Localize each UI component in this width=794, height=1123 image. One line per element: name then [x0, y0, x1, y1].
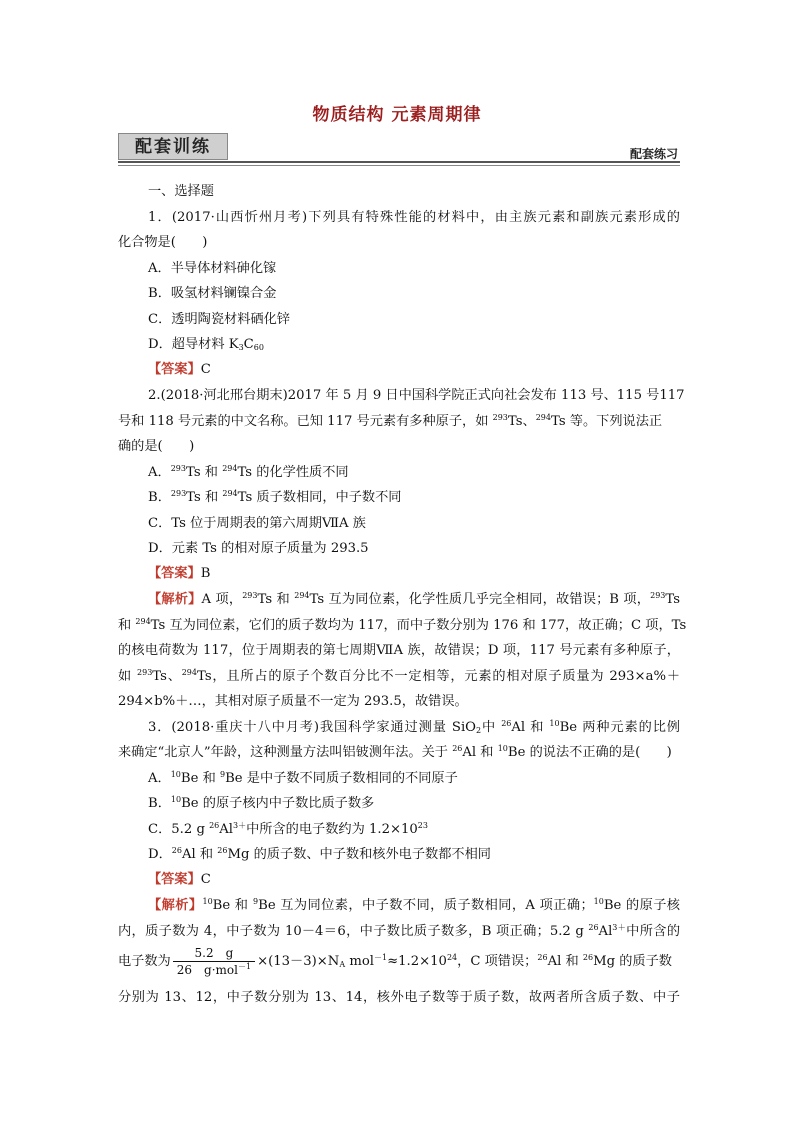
q3-analysis-line2: 内，质子数为 4，中子数为 10－4＝6，中子数比质子数多，B 项正确；5.2 g $^{26}Al^{3+}$中所含的: [118, 923, 681, 939]
section-heading: 一、选择题: [148, 184, 214, 199]
q2-option-b: B．$^{293}$Ts 和 $^{294}$Ts 质子数相同，中子数不同: [148, 489, 402, 505]
q3-analysis-line3: 电子数为 $\frac{5.2 g}{26 g\cdot mol^{-1}}$ $\times(13-3)\times N_A$ $mol^{-1}\approx 1.2\times 10^{24}$，C 项错误；$^{26}$Al 和 $^{26}$Mg 的质子数: [118, 946, 672, 977]
answer-tag: 【答案】: [148, 566, 201, 581]
q1-stem-line2: 化合物是( ): [118, 235, 208, 250]
fraction: $\frac{5.2 g}{26 g\cdot mol^{-1}}$: [173, 945, 255, 978]
analysis-tag: 【解析】: [148, 592, 202, 607]
q3-option-b: B．$^{10}$Be 的原子核内中子数比质子数多: [148, 795, 375, 811]
q2-option-d: D．元素 Ts 的相对原子质量为 293.5: [148, 541, 369, 556]
section-header: [118, 133, 680, 167]
q2-stem-line1: 2.(2018·河北邢台期末)2017 年 5 月 9 日中国科学院正式向社会发布 113 号、115 号117: [148, 388, 685, 403]
q3-option-d: D．$^{26}$Al 和 $^{26}$Mg 的质子数、中子数和核外电子数都不相同: [148, 846, 491, 862]
practice-label: 配套练习: [629, 147, 678, 161]
q3-option-a: A．$^{10}$Be 和 $^9$Be 是中子数不同质子数相同的不同原子: [148, 770, 458, 786]
page-title: 物质结构 元素周期律: [312, 105, 482, 125]
q1-option-a: A．半导体材料砷化镓: [148, 261, 277, 276]
header-rule-thick: [118, 161, 680, 163]
q1-option-c: C．透明陶瓷材料硒化锌: [148, 312, 290, 327]
q2-analysis-line3: 的核电荷数为 117，位于周期表的第七周期ⅦA 族，故错误；D 项，117 号元素有多种原子，: [118, 643, 680, 658]
q3-analysis-line4: 分别为 13、12，中子数分别为 13、14，核外电子数等于质子数，故两者所含质子数、中子: [118, 990, 680, 1005]
q2-analysis-line1: 【解析】A 项，$^{293}$Ts 和 $^{294}$Ts 互为同位素，化学性质几乎完全相同，故错误；B 项，$^{293}$Ts: [148, 591, 680, 607]
q1-option-d: D．超导材料 $K_3C_{60}$: [148, 337, 264, 352]
q3-option-c: C．5.2 g $^{26}Al^{3+}$中所含的电子数约为 $1.2\times 10^{23}$: [148, 821, 428, 837]
q2-option-a: A．$^{293}$Ts 和 $^{294}$Ts 的化学性质不同: [148, 464, 349, 480]
answer-tag: 【答案】: [148, 362, 201, 377]
q2-answer: 【答案】B: [148, 566, 211, 581]
q1-answer: 【答案】C: [148, 362, 211, 377]
q3-answer: 【答案】C: [148, 872, 211, 887]
q2-analysis-line4: 如 $^{293}$Ts、$^{294}$Ts，且所占的原子个数百分比不一定相等，元素的相对原子质量为 293×a%＋: [118, 668, 681, 684]
training-badge: 配套训练: [118, 133, 228, 160]
q2-analysis-line5: 294×b%＋…，其相对原子质量不一定为 293.5，故错误。: [118, 694, 468, 709]
q3-stem-line1: 3．(2018·重庆十八中月考)我国科学家通过测量 SiO$_2$中 $^{26}$Al 和 $^{10}$Be 两种元素的比例: [148, 719, 680, 735]
q1-option-b: B．吸氢材料镧镍合金: [148, 286, 277, 301]
q3-stem-line2: 来确定“北京人”年龄，这种测量方法叫铝铍测年法。关于 $^{26}$Al 和 $^{10}$Be 的说法不正确的是( ): [118, 744, 672, 760]
q2-analysis-line2: 和 $^{294}$Ts 互为同位素，它们的质子数均为 117，而中子数分别为 176 和 177，故正确；C 项，Ts: [118, 617, 687, 633]
answer-tag: 【答案】: [148, 872, 201, 887]
analysis-tag: 【解析】: [148, 898, 203, 913]
q1-stem-line1: 1．(2017·山西忻州月考)下列具有特殊性能的材料中，由主族元素和副族元素形成的: [148, 210, 680, 225]
q2-option-c: C．Ts 位于周期表的第六周期ⅦA 族: [148, 516, 366, 531]
header-rule-thin: [118, 165, 680, 166]
q3-analysis-line1: 【解析】$^{10}$Be 和 $^9$Be 互为同位素，中子数不同，质子数相同，A 项正确；$^{10}$Be 的原子核: [148, 897, 680, 913]
q2-stem-line2: 号和 118 号元素的中文名称。已知 117 号元素有多种原子，如 $^{293}$Ts、$^{294}$Ts 等。下列说法正: [118, 413, 663, 429]
q2-stem-line3: 确的是( ): [118, 439, 195, 454]
